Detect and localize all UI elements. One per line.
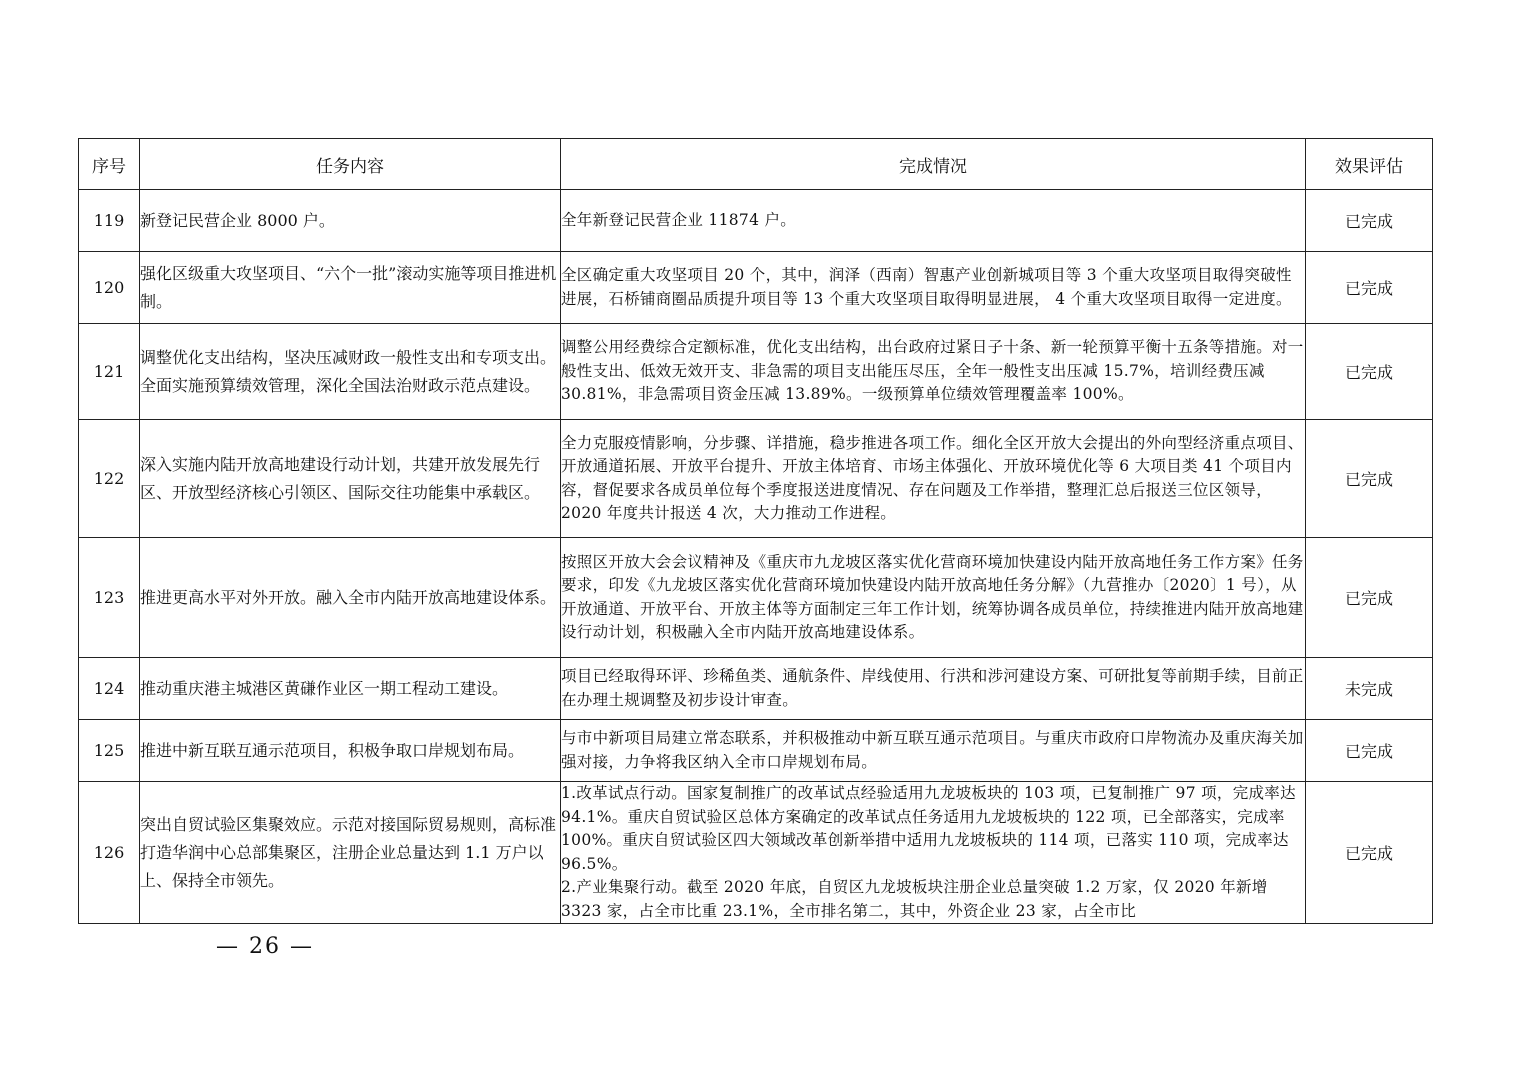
row-number: 124	[79, 658, 140, 720]
row-number: 120	[79, 252, 140, 324]
page-number: — 26 —	[216, 934, 314, 959]
table-row	[79, 538, 1433, 658]
completion-status: 与市中新项目局建立常态联系，并积极推动中新互联互通示范项目。与重庆市政府口岸物流办及重庆海关加强对接，力争将我区纳入全市口岸规划布局。	[561, 720, 1306, 782]
completion-status: 调整公用经费综合定额标准，优化支出结构，出台政府过紧日子十条、新一轮预算平衡十五条等措施。对一般性支出、低效无效开支、非急需的项目支出能压尽压，全年一般性支出压减 15.7%，培训经费压减 30.81%，非急需项目资金压减 13.89%。一级预算单位绩效管理覆盖率 100%。	[561, 324, 1306, 420]
task-content: 新登记民营企业 8000 户。	[140, 190, 561, 252]
completion-status: 全区确定重大攻坚项目 20 个，其中，润泽（西南）智惠产业创新城项目等 3 个重大攻坚项目取得突破性进展，石桥铺商圈品质提升项目等 13 个重大攻坚项目取得明显进展， 4 个重大攻坚项目取得一定进度。	[561, 252, 1306, 324]
evaluation: 已完成	[1306, 538, 1433, 658]
header-eval: 效果评估	[1306, 139, 1433, 190]
row-number: 122	[79, 420, 140, 538]
evaluation: 已完成	[1306, 252, 1433, 324]
evaluation: 已完成	[1306, 782, 1433, 924]
row-number: 126	[79, 782, 140, 924]
row-number: 125	[79, 720, 140, 782]
task-content: 强化区级重大攻坚项目、“六个一批”滚动实施等项目推进机制。	[140, 252, 561, 324]
completion-paragraph: 1.改革试点行动。国家复制推广的改革试点经验适用九龙坡板块的 103 项，已复制推广 97 项，完成率达 94.1%。重庆自贸试验区总体方案确定的改革试点任务适用九龙坡板块的 122 项，已全部落实，完成率 100%。重庆自贸试验区四大领域改革创新举措中适用九龙坡板块的 114 项，已落实 110 项，完成率达 96.5%。	[561, 784, 1296, 873]
table-row	[79, 324, 1433, 420]
header-done: 完成情况	[561, 139, 1306, 190]
evaluation: 已完成	[1306, 720, 1433, 782]
header-no: 序号	[79, 139, 140, 190]
evaluation: 已完成	[1306, 420, 1433, 538]
header-task: 任务内容	[140, 139, 561, 190]
task-content: 调整优化支出结构，坚决压减财政一般性支出和专项支出。全面实施预算绩效管理，深化全国法治财政示范点建设。	[140, 324, 561, 420]
completion-status: 项目已经取得环评、珍稀鱼类、通航条件、岸线使用、行洪和涉河建设方案、可研批复等前期手续，目前正在办理土规调整及初步设计审查。	[561, 658, 1306, 720]
row-number: 121	[79, 324, 140, 420]
row-number: 119	[79, 190, 140, 252]
table-header-row	[79, 139, 1433, 190]
completion-status	[561, 782, 1306, 924]
table-row	[79, 252, 1433, 324]
evaluation: 已完成	[1306, 190, 1433, 252]
row-number: 123	[79, 538, 140, 658]
completion-paragraph: 2.产业集聚行动。截至 2020 年底，自贸区九龙坡板块注册企业总量突破 1.2 万家，仅 2020 年新增 3323 家，占全市比重 23.1%，全市排名第二，其中，外资企业 23 家，占全市比	[561, 878, 1268, 920]
table-row	[79, 720, 1433, 782]
task-content: 推动重庆港主城港区黄磏作业区一期工程动工建设。	[140, 658, 561, 720]
task-content: 深入实施内陆开放高地建设行动计划，共建开放发展先行区、开放型经济核心引领区、国际交往功能集中承载区。	[140, 420, 561, 538]
evaluation: 未完成	[1306, 658, 1433, 720]
task-table	[78, 138, 1433, 924]
completion-status: 全年新登记民营企业 11874 户。	[561, 190, 1306, 252]
table-row	[79, 420, 1433, 538]
completion-status: 按照区开放大会会议精神及《重庆市九龙坡区落实优化营商环境加快建设内陆开放高地任务工作方案》任务要求，印发《九龙坡区落实优化营商环境加快建设内陆开放高地任务分解》（九营推办〔2020〕1 号），从开放通道、开放平台、开放主体等方面制定三年工作计划，统筹协调各成员单位，持续推进内陆开放高地建设行动计划，积极融入全市内陆开放高地建设体系。	[561, 538, 1306, 658]
table-row	[79, 782, 1433, 924]
evaluation: 已完成	[1306, 324, 1433, 420]
task-content: 推进更高水平对外开放。融入全市内陆开放高地建设体系。	[140, 538, 561, 658]
task-content: 推进中新互联互通示范项目，积极争取口岸规划布局。	[140, 720, 561, 782]
completion-status: 全力克服疫情影响，分步骤、详措施，稳步推进各项工作。细化全区开放大会提出的外向型经济重点项目、开放通道拓展、开放平台提升、开放主体培育、市场主体强化、开放环境优化等 6 大项目类 41 个项目内容，督促要求各成员单位每个季度报送进度情况、存在问题及工作举措，整理汇总后报送三位区领导，2020 年度共计报送 4 次，大力推动工作进程。	[561, 420, 1306, 538]
task-content: 突出自贸试验区集聚效应。示范对接国际贸易规则，高标准打造华润中心总部集聚区，注册企业总量达到 1.1 万户以上、保持全市领先。	[140, 782, 561, 924]
table-row	[79, 658, 1433, 720]
table-row	[79, 190, 1433, 252]
